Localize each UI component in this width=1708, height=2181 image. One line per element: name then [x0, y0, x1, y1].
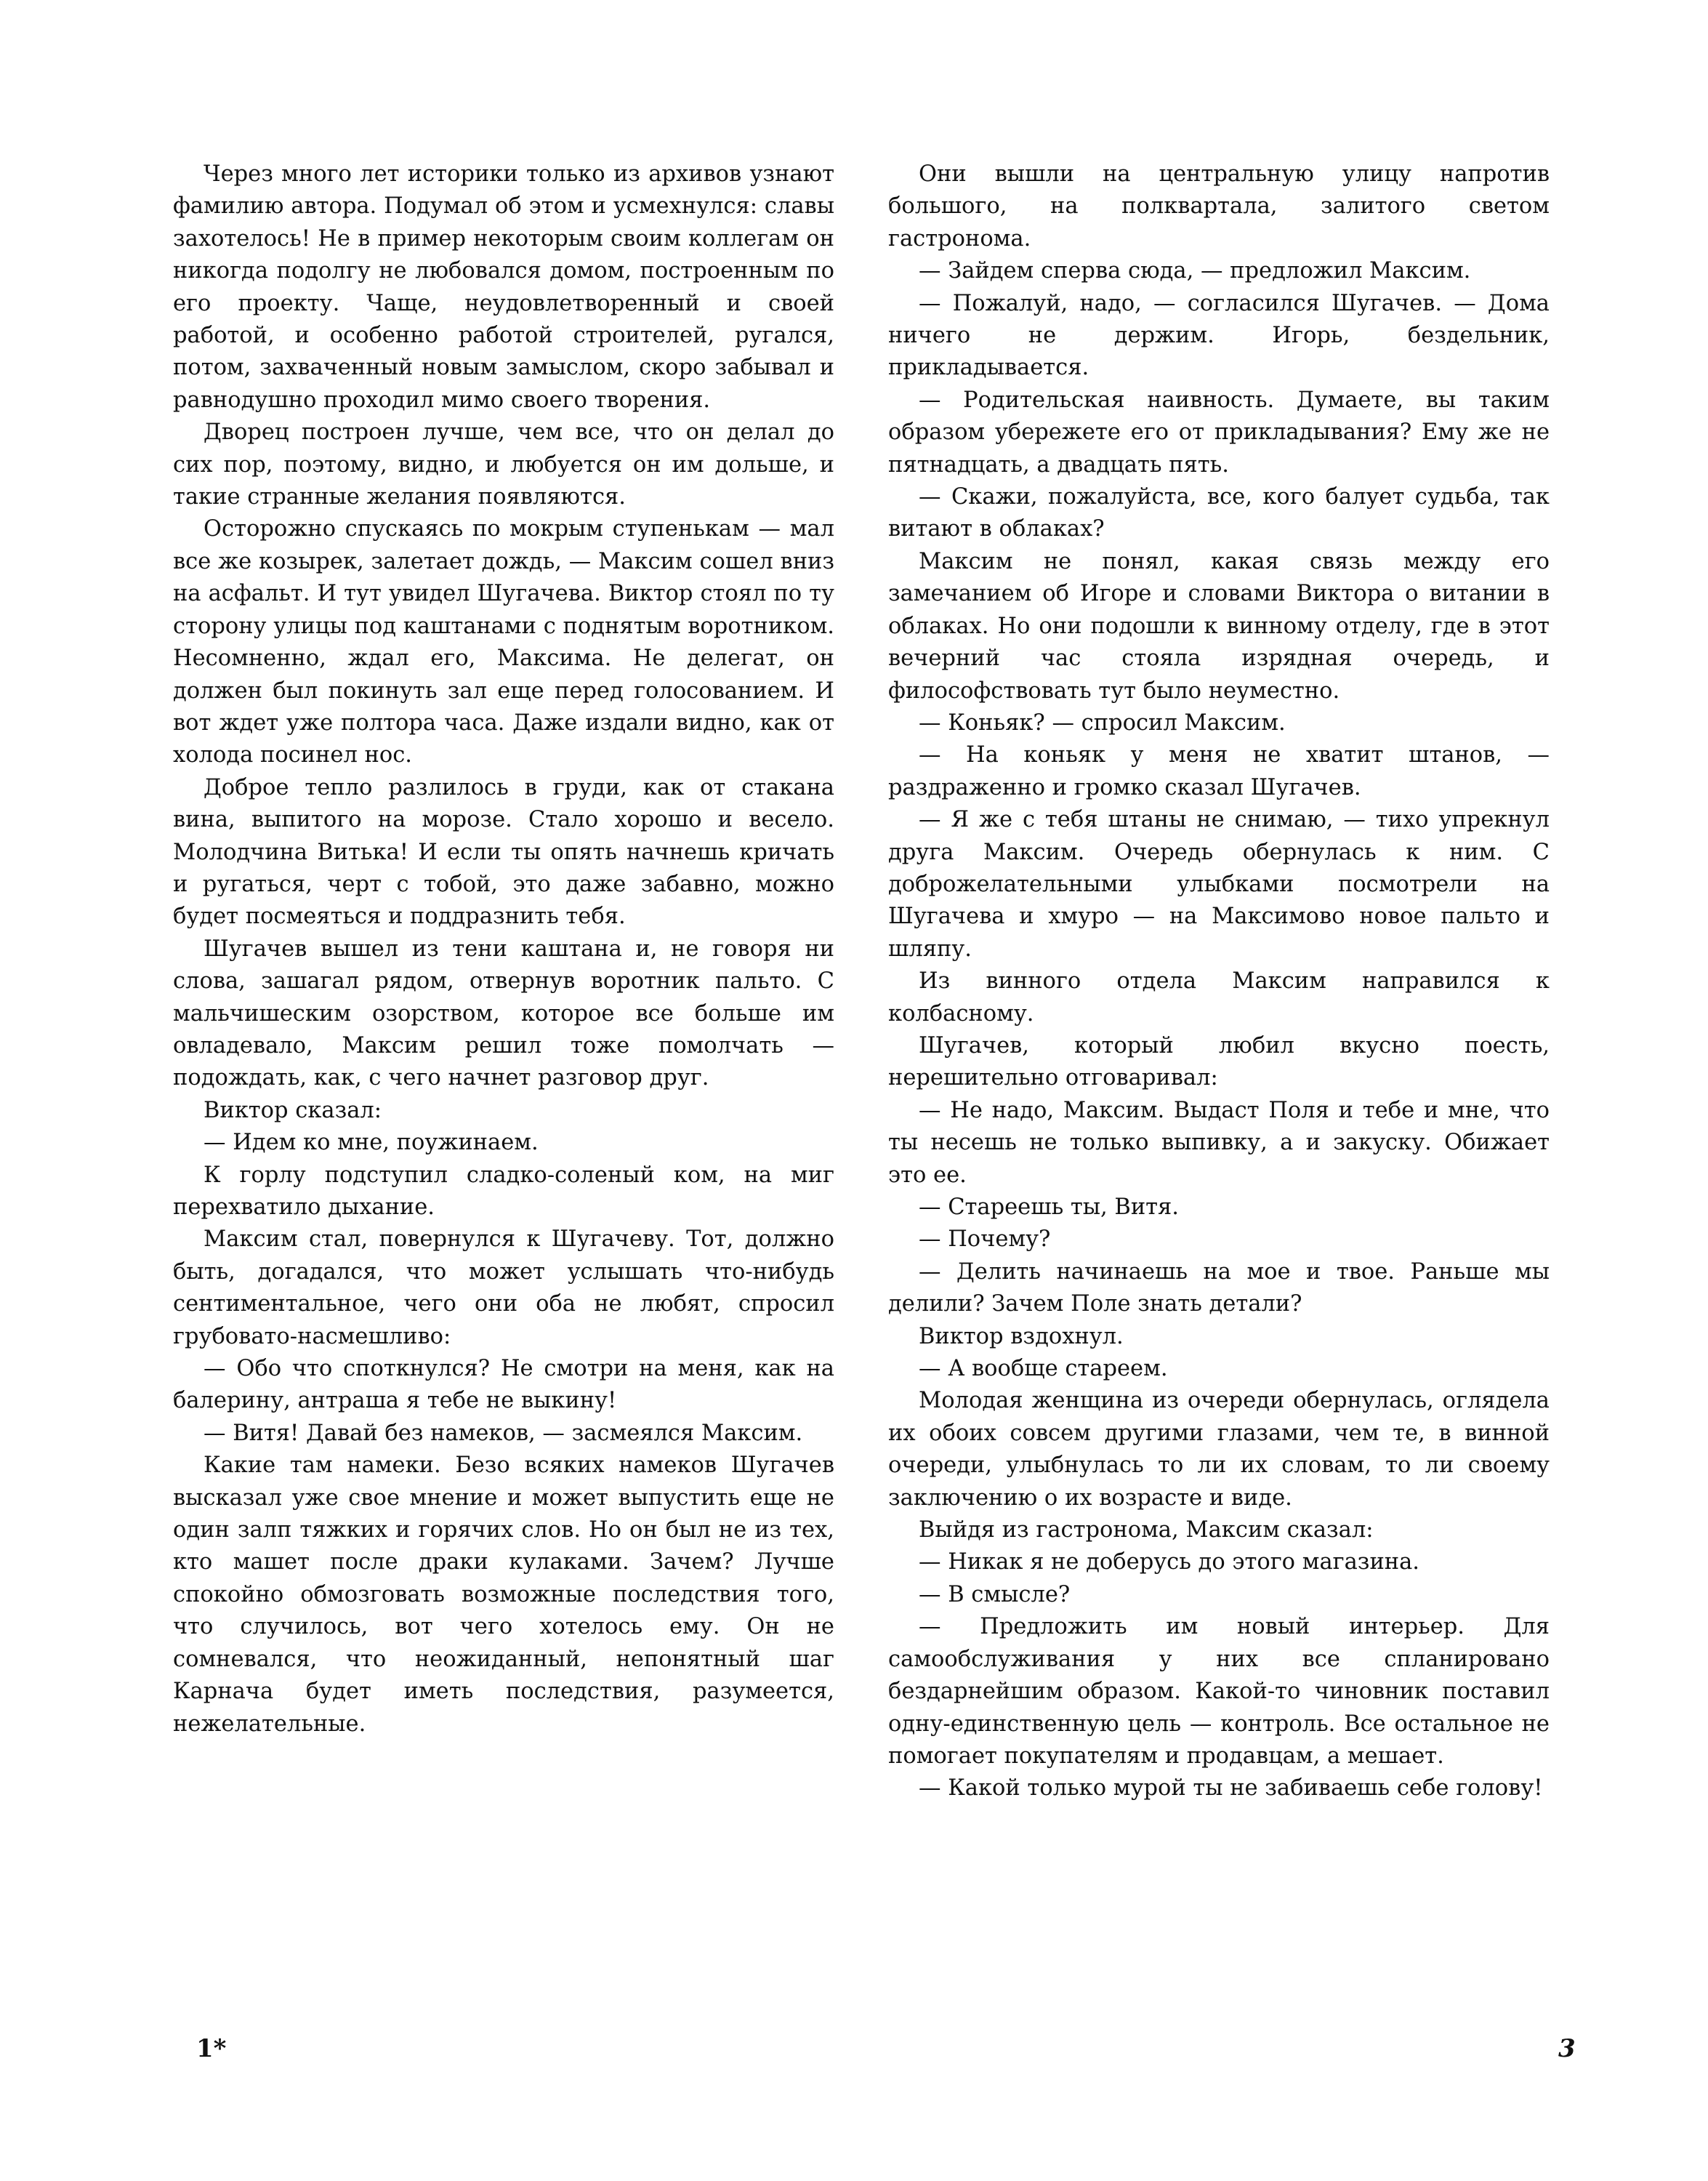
paragraph: Они вышли на центральную улицу напротив большого, на полквартала, залитого светом гастронома.: [888, 161, 1550, 252]
paragraph: — А вообще стареем.: [919, 1356, 1168, 1382]
paragraph: — Почему?: [919, 1226, 1051, 1253]
text-column-left: [173, 158, 834, 1740]
paragraph: Максим не понял, какая связь между его замечанием об Игоре и словами Виктора о витании в облаках. Но они подошли к винному отделу, где в этот вечерний час стояла изрядная очередь, и философствовать тут было неуместно.: [888, 548, 1550, 704]
paragraph: Осторожно спускаясь по мокрым ступенькам — мал все же козырек, залетает дождь, — Максим сошел вниз на асфальт. И тут увидел Шугачева. Виктор стоял по ту сторону улицы под каштанами с поднятым воротником. Несомненно, ждал его, Максима. Не делегат, он должен был покинуть зал еще перед голосованием. И вот ждет уже полтора часа. Даже издали видно, как от холода посинел нос.: [173, 516, 834, 768]
paragraph: Виктор вздохнул.: [919, 1323, 1124, 1349]
paragraph: — Пожалуй, надо, — согласился Шугачев. — Дома ничего не держим. Игорь, бездельник, прикладывается.: [888, 290, 1550, 381]
paragraph: Выйдя из гастронома, Максим сказал:: [919, 1517, 1374, 1543]
paragraph: — Делить начинаешь на мое и твое. Раньше мы делили? Зачем Поле знать детали?: [888, 1258, 1550, 1317]
paragraph: — Скажи, пожалуйста, все, кого балует судьба, так витают в облаках?: [888, 484, 1550, 542]
paragraph: Виктор сказал:: [204, 1097, 382, 1123]
paragraph: — Витя! Давай без намеков, — засмеялся Максим.: [204, 1420, 803, 1446]
signature-mark: 1*: [196, 2034, 227, 2063]
paragraph: — Какой только мурой ты не забиваешь себе голову!: [919, 1775, 1543, 1802]
paragraph: — Идем ко мне, поужинаем.: [204, 1130, 539, 1156]
paragraph: К горлу подступил сладко-соленый ком, на миг перехватило дыхание.: [173, 1162, 834, 1220]
paragraph: Шугачев вышел из тени каштана и, не говоря ни слова, зашагал рядом, отвернув воротник пальто. С мальчишеским озорством, которое все больше им овладевало, Максим решил тоже помолчать — подождать, как, с чего начнет разговор друг.: [173, 936, 834, 1091]
paragraph: — Стареешь ты, Витя.: [919, 1194, 1179, 1220]
paragraph: — Обо что споткнулся? Не смотри на меня, как на балерину, антраша я тебе не выкину!: [173, 1356, 834, 1414]
paragraph: Дворец построен лучше, чем все, что он делал до сих пор, поэтому, видно, и любуется он им дольше, и такие странные желания появляются.: [173, 419, 834, 510]
paragraph: Доброе тепло разлилось в груди, как от стакана вина, выпитого на морозе. Стало хорошо и весело. Молодчина Витька! И если ты опять начнешь кричать и ругаться, черт с тобой, это даже забавно, можно будет посмеяться и поддразнить тебя.: [173, 774, 834, 930]
paragraph: — Не надо, Максим. Выдаст Поля и тебе и мне, что ты несешь не только выпивку, а и закуску. Обижает это ее.: [888, 1097, 1550, 1188]
paragraph: — Я же с тебя штаны не снимаю, — тихо упрекнул друга Максим. Очередь обернулась к ним. С доброжелательными улыбками посмотрели на Шугачева и хмуро — на Максимово новое пальто и шляпу.: [888, 807, 1550, 962]
paragraph: Шугачев, который любил вкусно поесть, нерешительно отговаривал:: [888, 1032, 1550, 1091]
paragraph: — На коньяк у меня не хватит штанов, — раздраженно и громко сказал Шугачев.: [888, 742, 1550, 800]
paragraph: Через много лет историки только из архивов узнают фамилию автора. Подумал об этом и усмехнулся: славы захотелось! Не в пример некоторым своим коллегам он никогда подолгу не любовался домом, построенным по его проекту. Чаще, неудовлетворенный и своей работой, и особенно работой строителей, ругался, потом, захваченный новым замыслом, скоро забывал и равнодушно проходил мимо своего творения.: [173, 161, 834, 413]
paragraph: — Никак я не доберусь до этого магазина.: [919, 1549, 1419, 1575]
paragraph: — Родительская наивность. Думаете, вы таким образом убережете его от прикладывания? Ему же не пятнадцать, а двадцать пять.: [888, 387, 1550, 478]
paragraph: Какие там намеки. Безо всяких намеков Шугачев высказал уже свое мнение и может выпустить еще не один залп тяжких и горячих слов. Но он был не из тех, кто машет после драки кулаками. Зачем? Лучше спокойно обмозговать возможные последствия того, что случилось, вот чего хотелось ему. Он не сомневался, что неожиданный, непонятный шаг Карнача будет иметь последствия, разумеется, нежелательные.: [173, 1453, 834, 1737]
text-column-right: [888, 158, 1550, 1805]
paragraph: Молодая женщина из очереди обернулась, оглядела их обоих совсем другими глазами, чем те, в винной очереди, улыбнулась то ли их словам, то ли своему заключению о их возрасте и виде.: [888, 1388, 1550, 1511]
paragraph: Максим стал, повернулся к Шугачеву. Тот, должно быть, догадался, что может услышать что-нибудь сентиментальное, чего они оба не любят, спросил грубовато-насмешливо:: [173, 1226, 834, 1349]
paragraph: — Коньяк? — спросил Максим.: [919, 710, 1286, 736]
paragraph: — Зайдем сперва сюда, — предложил Максим.: [919, 258, 1471, 284]
paragraph: — В смысле?: [919, 1581, 1071, 1607]
paragraph: Из винного отдела Максим направился к колбасному.: [888, 968, 1550, 1027]
paragraph: — Предложить им новый интерьер. Для самообслуживания у них все спланировано бездарнейшим образом. Какой-то чиновник поставил одну-единственную цель — контроль. Все остальное не помогает покупателям и продавцам, а мешает.: [888, 1614, 1550, 1769]
page-number: 3: [1558, 2034, 1576, 2063]
